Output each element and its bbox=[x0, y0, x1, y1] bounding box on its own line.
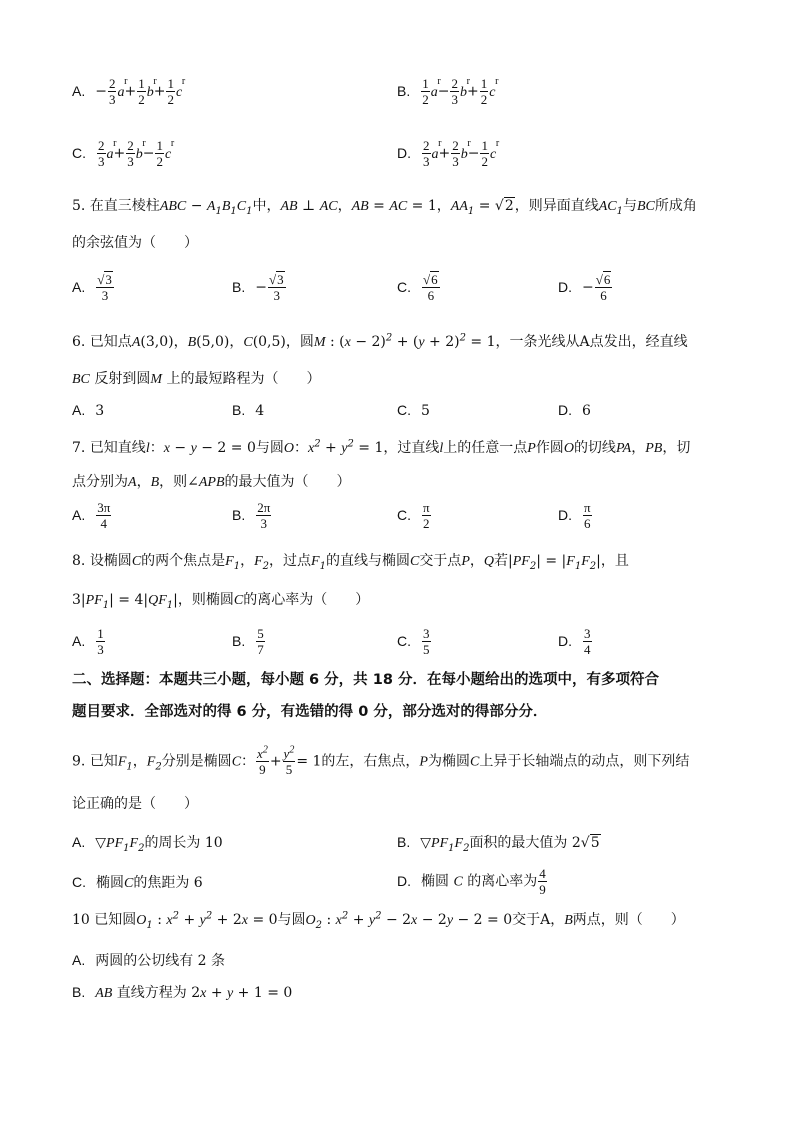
q8-line1: 8. 设椭圆C的两个焦点是$F_1$，$F_2$，过点$F_1$的直线与椭圆C交于点P，Q若$|PF_2| = |F_1F_2|$，且 bbox=[72, 553, 629, 572]
fraction: $\frac{1}{2}$ bbox=[480, 76, 488, 107]
q5-line2: 的余弦值为（ ） bbox=[72, 235, 198, 251]
fraction: $\frac{2}{3}$ bbox=[423, 138, 430, 169]
fraction: $\frac{2}{3}$ bbox=[127, 138, 134, 169]
section-2-heading-line1: 二、选择题：本题共三小题，每小题 6 分，共 18 分．在每小题给出的选项中，有多项符合 bbox=[72, 672, 659, 688]
q10-option-b: B. AB 直线方程为 2x + y + 1 = 0 bbox=[72, 984, 293, 1001]
q4-option-a: A. − $\frac{2}{3}$ r a+ $\frac{1}{2}$ r b+ $\frac{1}{2}$ r c bbox=[72, 76, 182, 107]
q7-option-d: D. $\frac{\pi}{6}$ bbox=[558, 500, 591, 531]
q7-option-c: C. $\frac{\pi}{2}$ bbox=[397, 500, 430, 531]
q9-option-c: C. 椭圆C的焦距为 6 bbox=[72, 874, 203, 891]
fraction: $\frac{1}{2}$ bbox=[422, 76, 429, 107]
q9-option-a: A. $▽PF_1F_2$的周长为 10 bbox=[72, 834, 223, 854]
q6-line2: BC 反射到圆M 上的最短路程为（ ） bbox=[72, 371, 321, 387]
q10-line1: 10 已知圆$O_1$ : $x^2 + y^2 + 2x = 0$与圆$O_2$ : $x^2 + y^2 - 2x - 2y - 2 = 0$交于A，B两点，则（ ） bbox=[72, 910, 685, 931]
fraction: $\frac{2}{3}$ bbox=[452, 138, 459, 169]
q7-line1: 7. 已知直线l：x − y − 2 = 0与圆O：$x^2 + y^2 = 1$，过直线l上的任意一点P作圆O的切线PA，PB，切 bbox=[72, 438, 691, 456]
q5-option-b: B. − $\frac{√3}{3}$ bbox=[232, 272, 284, 303]
q7-option-a: A. $\frac{3\pi}{4}$ bbox=[72, 500, 111, 531]
q6-line1: 6. 已知点A(3,0)，B(5,0)，C(0,5)，圆M : $(x - 2)^2 + (y + 2)^2 = 1$，一条光线从A点发出，经直线 bbox=[72, 332, 688, 350]
q7-line2: 点分别为A，B，则∠APB的最大值为（ ） bbox=[72, 474, 351, 490]
q8-option-d: D. $\frac{3}{4}$ bbox=[558, 626, 591, 657]
fraction: $\frac{1}{2}$ bbox=[138, 76, 145, 107]
fraction: $\frac{1}{2}$ bbox=[481, 138, 488, 169]
fraction: $\frac{2}{3}$ bbox=[98, 138, 105, 169]
q6-option-c: C. 5 bbox=[397, 402, 430, 419]
q9-line2: 论正确的是（ ） bbox=[72, 796, 198, 812]
q10-option-a: A. 两圆的公切线有 2 条 bbox=[72, 952, 226, 969]
q9-option-d: D. 椭圆 C 的离心率为 $\frac{4}{9}$ bbox=[397, 866, 546, 897]
q7-option-b: B. $\frac{2\pi}{3}$ bbox=[232, 500, 271, 531]
section-2-heading-line2: 题目要求．全部选对的得 6 分，有选错的得 0 分，部分选对的得部分分． bbox=[72, 704, 548, 720]
q8-option-c: C. $\frac{3}{5}$ bbox=[397, 626, 430, 657]
q4-option-c: C. $\frac{2}{3}$ r a+ $\frac{2}{3}$ r b− $\frac{1}{2}$ r c bbox=[72, 138, 171, 169]
q6-option-a: A. 3 bbox=[72, 402, 105, 419]
fraction: $\frac{1}{2}$ bbox=[167, 76, 174, 107]
q8-option-b: B. $\frac{5}{7}$ bbox=[232, 626, 264, 657]
q9-option-b: B. $▽PF_1F_2$面积的最大值为 2√5 bbox=[397, 834, 600, 854]
fraction: $\frac{2}{3}$ bbox=[451, 76, 458, 107]
q4-option-d: D. $\frac{2}{3}$ r a+ $\frac{2}{3}$ r b− $\frac{1}{2}$ r c bbox=[397, 138, 496, 169]
q6-option-b: B. 4 bbox=[232, 402, 265, 419]
fraction: $\frac{1}{2}$ bbox=[156, 138, 163, 169]
q6-option-d: D. 6 bbox=[558, 402, 591, 419]
q5-option-a: A. $\frac{√3}{3}$ bbox=[72, 272, 112, 303]
q5-line1: 5. 在直三棱柱ABC − $A_1B_1C_1$中，AB ⊥ AC，AB = AC = 1，$AA_1 = √2$，则异面直线$AC_1$与BC所成角 bbox=[72, 198, 697, 217]
q5-option-c: C. $\frac{√6}{6}$ bbox=[397, 272, 438, 303]
q5-option-d: D. − $\frac{√6}{6}$ bbox=[558, 272, 611, 303]
q8-option-a: A. $\frac{1}{3}$ bbox=[72, 626, 104, 657]
q9-line1: 9. 已知$F_1$，$F_2$分别是椭圆C： $\frac{x^2}{9}$ + $\frac{y^2}{5}$ = 1的左，右焦点，P为椭圆C上异于长轴端点的动点，则下列结 bbox=[72, 744, 690, 777]
q8-line2: $3|PF_1| = 4|QF_1|$，则椭圆C的离心率为（ ） bbox=[72, 592, 370, 611]
q4-option-b: B. $\frac{1}{2}$ r a− $\frac{2}{3}$ r b+ $\frac{1}{2}$ r c bbox=[397, 76, 495, 107]
fraction: $\frac{2}{3}$ bbox=[108, 76, 116, 107]
